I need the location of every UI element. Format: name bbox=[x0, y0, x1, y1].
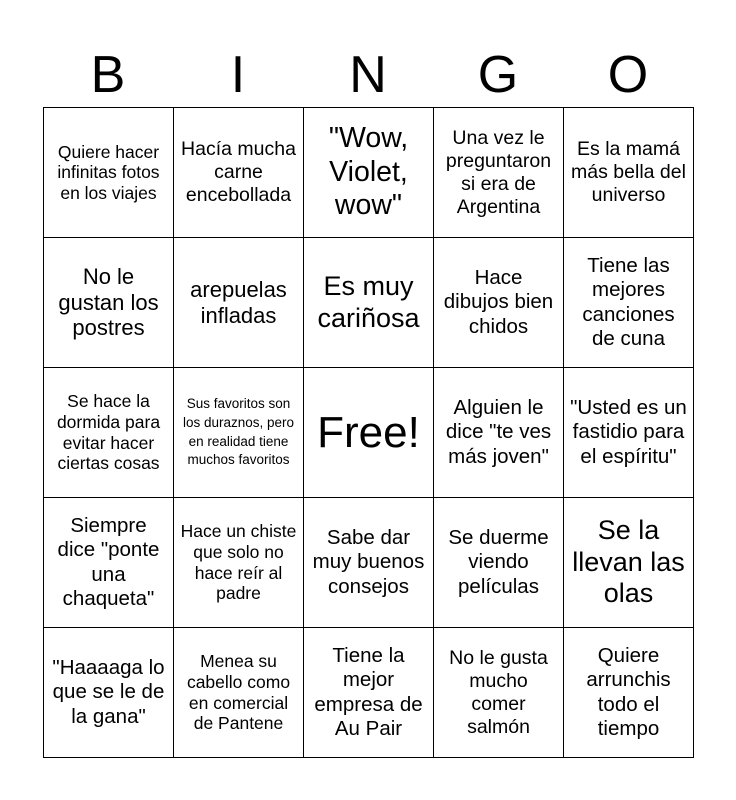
bingo-cell: "Usted es un fastidio para el espíritu" bbox=[564, 368, 694, 498]
bingo-cell: Se hace la dormida para evitar hacer ciertas cosas bbox=[44, 368, 174, 498]
bingo-cell: Sus favoritos son los duraznos, pero en realidad tiene muchos favoritos bbox=[174, 368, 304, 498]
bingo-cell: Hacía mucha carne encebollada bbox=[174, 108, 304, 238]
bingo-cell: Menea su cabello como en comercial de Pantene bbox=[174, 628, 304, 758]
bingo-cell: Hace dibujos bien chidos bbox=[434, 238, 564, 368]
bingo-header bbox=[43, 44, 693, 106]
bingo-cell: Una vez le preguntaron si era de Argentina bbox=[434, 108, 564, 238]
bingo-board bbox=[43, 107, 694, 758]
board-row bbox=[44, 108, 694, 238]
bingo-cell: Tiene las mejores canciones de cuna bbox=[564, 238, 694, 368]
header-letter-o: O bbox=[607, 46, 649, 104]
header-letter-i: I bbox=[230, 46, 246, 104]
bingo-cell: Alguien le dice "te ves más joven" bbox=[434, 368, 564, 498]
header-letter-n: N bbox=[349, 46, 387, 104]
bingo-cell: "Haaaaga lo que se le de la gana" bbox=[44, 628, 174, 758]
free-space-cell: Free! bbox=[304, 368, 434, 498]
header-letter-g: G bbox=[477, 46, 519, 104]
bingo-cell: No le gusta mucho comer salmón bbox=[434, 628, 564, 758]
board-row bbox=[44, 238, 694, 368]
bingo-cell: Sabe dar muy buenos consejos bbox=[304, 498, 434, 628]
bingo-cell: Es muy cariñosa bbox=[304, 238, 434, 368]
board-row bbox=[44, 628, 694, 758]
bingo-cell: Quiere hacer infinitas fotos en los viajes bbox=[44, 108, 174, 238]
bingo-cell: Es la mamá más bella del universo bbox=[564, 108, 694, 238]
bingo-cell: "Wow, Violet, wow" bbox=[304, 108, 434, 238]
bingo-cell: arepuelas infladas bbox=[174, 238, 304, 368]
bingo-cell: Se duerme viendo películas bbox=[434, 498, 564, 628]
bingo-cell: Quiere arrunchis todo el tiempo bbox=[564, 628, 694, 758]
bingo-cell: Se la llevan las olas bbox=[564, 498, 694, 628]
board-row bbox=[44, 498, 694, 628]
bingo-cell: No le gustan los postres bbox=[44, 238, 174, 368]
bingo-cell: Tiene la mejor empresa de Au Pair bbox=[304, 628, 434, 758]
bingo-cell: Hace un chiste que solo no hace reír al padre bbox=[174, 498, 304, 628]
board-row bbox=[44, 368, 694, 498]
bingo-cell: Siempre dice "ponte una chaqueta" bbox=[44, 498, 174, 628]
header-letter-b: B bbox=[90, 46, 126, 104]
